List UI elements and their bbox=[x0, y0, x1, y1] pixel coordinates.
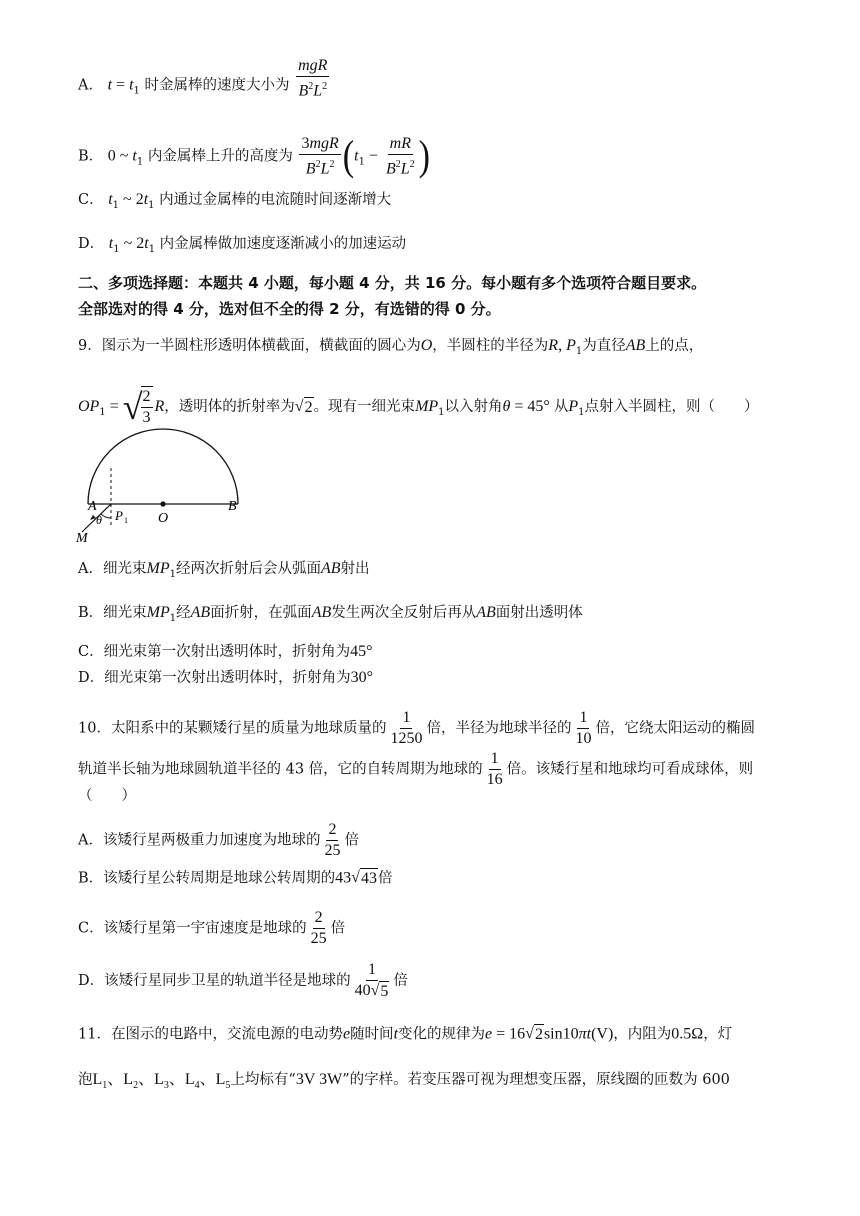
q10-option-b: B．该矮行星公转周期是地球公转周期的43 √ 43 倍 bbox=[78, 869, 393, 887]
q9-option-a: A．细光束$MP_1$经两次折射后会从弧面AB射出 bbox=[78, 560, 370, 580]
height-fraction: $\frac{\text{3mgR}}{B^2L^2}$ bbox=[301, 135, 339, 178]
q9-stem-line1: 9．图示为一半圆柱形透明体横截面，横截面的圆心为O，半圆柱的半径为R, $P_1$为直径AB上的点， bbox=[78, 337, 704, 357]
q9-option-b: B．细光束$MP_1$经AB面折射，在弧面AB发生两次全反射后再从AB面射出透明体 bbox=[78, 604, 583, 624]
q10-stem-line3: （ ） bbox=[78, 788, 136, 804]
q9-option-c: C．细光束第一次射出透明体时，折射角为45° bbox=[78, 643, 373, 660]
q10-option-d: D．该矮行星同步卫星的轨道半径是地球的 1 40 √ 5 倍 bbox=[78, 961, 408, 1000]
section-heading-line2: 全部选对的得 4 分，选对但不全的得 2 分，有选错的得 0 分。 bbox=[78, 300, 501, 318]
label-a: A bbox=[88, 499, 97, 514]
q11-stem-line2: 泡$L_1$、$L_2$、$L_3$、$L_4$、$L_5$上均标有“3V 3W”的字样。若变压器可视为理想变压器，原线圈的匝数为 600 bbox=[78, 1071, 730, 1092]
center-point-o bbox=[160, 501, 165, 506]
option-c-text: 内通过金属棒的电流随时间逐渐增大 bbox=[159, 192, 392, 208]
q8-option-b: B． 0 ~ $t_1$ 内金属棒上升的高度为 $\frac{\text{3mgR}}{B^2L^2}$ ($t_1$ − $\frac{mR}{B^2L^2}$ ) bbox=[78, 132, 430, 180]
label-b: B bbox=[228, 499, 237, 514]
option-d-text: 内金属棒做加速度逐渐减小的加速运动 bbox=[159, 236, 407, 252]
option-b-text: 内金属棒上升的高度为 bbox=[147, 148, 293, 165]
angle-arc bbox=[101, 514, 111, 518]
label-theta: θ bbox=[96, 513, 102, 527]
svg-text:1: 1 bbox=[124, 516, 128, 525]
q10-stem-line1: 10．太阳系中的某颗矮行星的质量为地球质量的 $\frac{1}{1250}$ 倍，半径为地球半径的 $\frac{1}{10}$ 倍，它绕太阳运动的椭圆 bbox=[78, 709, 755, 747]
option-a-label: A． bbox=[78, 77, 103, 94]
velocity-fraction: $\frac{\text{mgR}}{B^2L^2}$ bbox=[298, 57, 328, 100]
q10-stem-line2: 轨道半长轴为地球圆轨道半径的 43 倍，它的自转周期为地球的 $\frac{1}{16}$ 倍。该矮行星和地球均可看成球体，则 bbox=[78, 750, 754, 788]
option-d-label: D． bbox=[78, 236, 105, 252]
label-m: M bbox=[76, 531, 88, 546]
semicircle-diagram bbox=[74, 406, 254, 546]
q9-stem-line2: $OP_1$ = √ $\frac{2}{3}$ R，透明体的折射率为 √ 2 。现有一细光束$MP_1$以入射角θ = 45° 从$P_1$点射入半圆柱，则（ ） bbox=[78, 387, 759, 427]
section-heading-line1: 二、多项选择题：本题共 4 小题，每小题 4 分，共 16 分。每小题有多个选项符合题目要求。 bbox=[78, 274, 707, 292]
q11-stem-line1: 11．在图示的电路中，交流电源的电动势e随时间t变化的规律为e = 16 √ 2 sin10πt(V)，内阻为0.5Ω，灯 bbox=[78, 1025, 733, 1043]
option-c-label: C． bbox=[78, 192, 104, 208]
option-b-label: B． bbox=[78, 148, 104, 165]
q9-option-d: D．细光束第一次射出透明体时，折射角为30° bbox=[78, 669, 374, 686]
option-a-text: 时金属棒的速度大小为 bbox=[144, 77, 290, 94]
q10-option-c: C．该矮行星第一宇宙速度是地球的 $\frac{2}{25}$ 倍 bbox=[78, 909, 346, 947]
label-o: O bbox=[158, 511, 169, 526]
q8-option-a: A． $t = t_1$ 时金属棒的速度大小为 $\frac{\text{mgR}}{B^2L^2}$ bbox=[78, 57, 328, 100]
q8-option-d: D． $t_1$ ~ $2t_1$ 内金属棒做加速度逐渐减小的加速运动 bbox=[78, 235, 407, 255]
q10-option-a: A．该矮行星两极重力加速度为地球的 $\frac{2}{25}$ 倍 bbox=[78, 821, 359, 859]
q8-option-c: C． $t_1$ ~ $2t_1$ 内通过金属棒的电流随时间逐渐增大 bbox=[78, 191, 392, 211]
label-p1: P bbox=[115, 508, 123, 523]
